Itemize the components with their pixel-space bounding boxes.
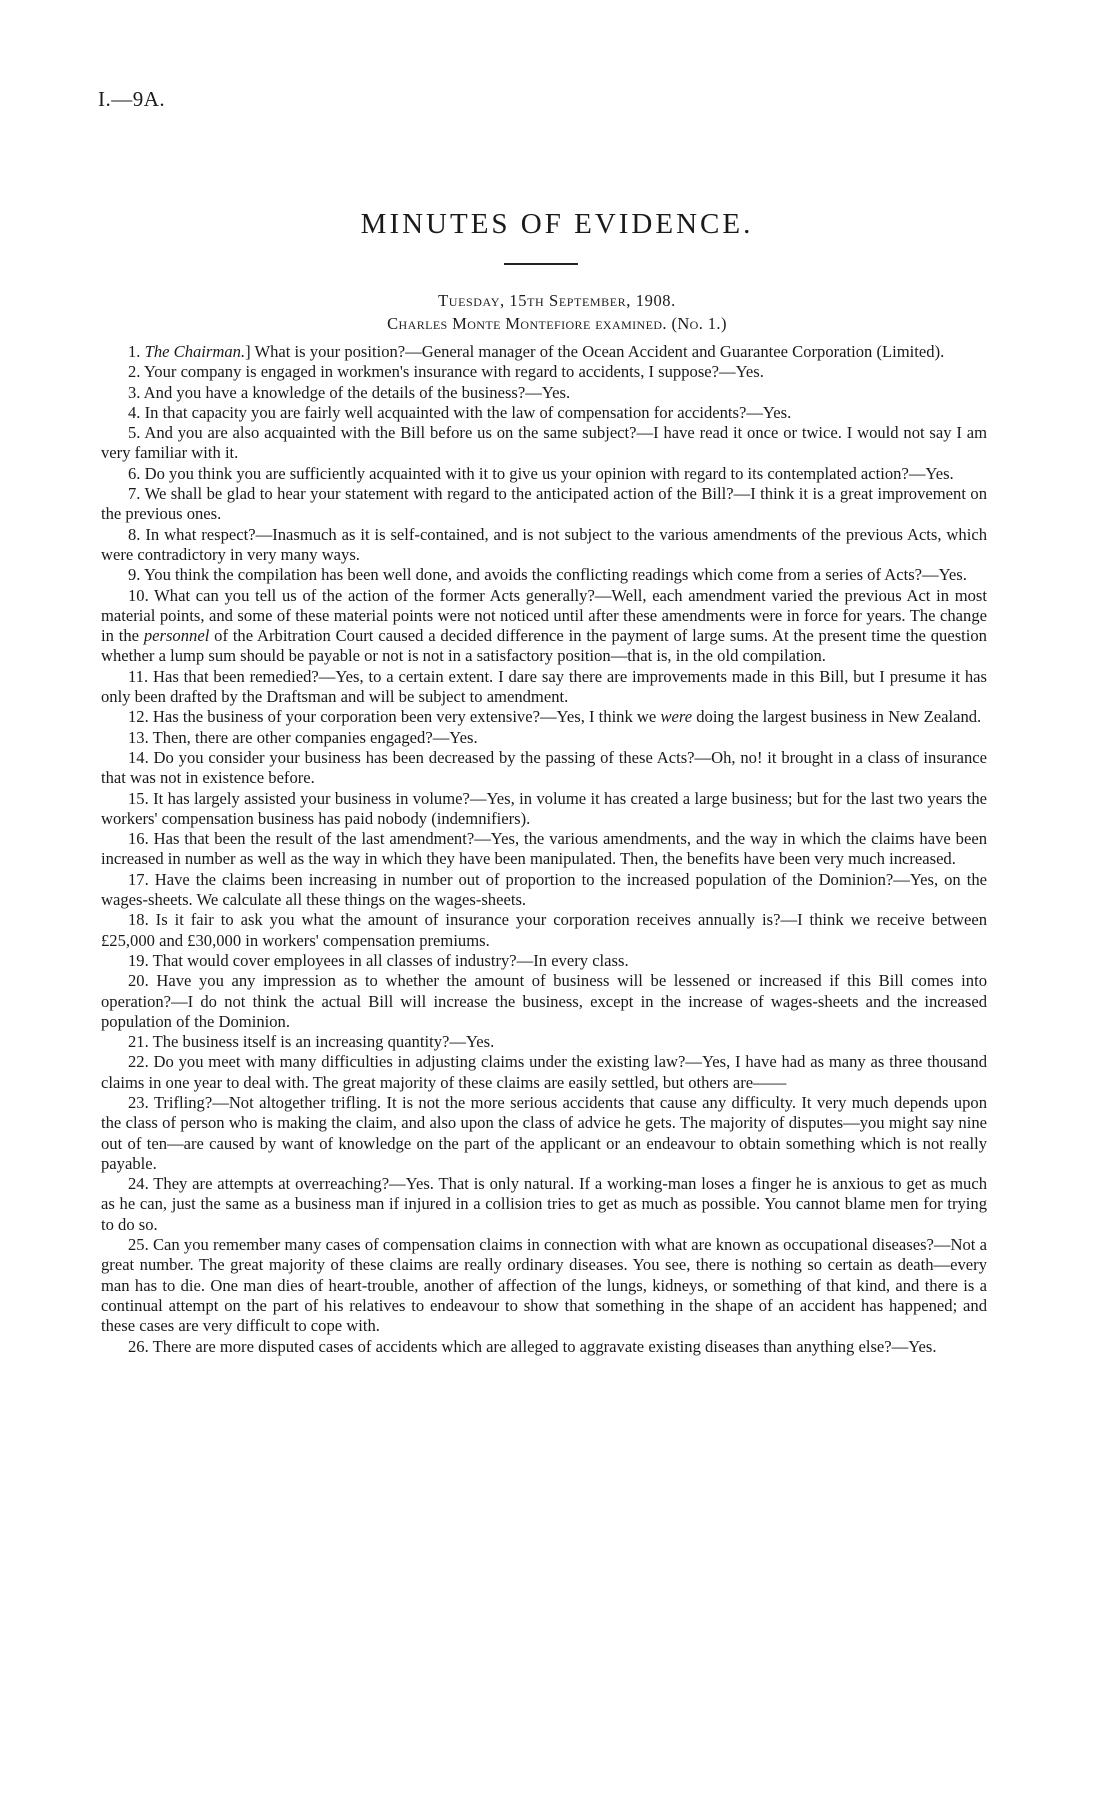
witness-line: Charles Monte Montefiore examined. (No. 1.) <box>387 314 727 333</box>
evidence-paragraph <box>101 1032 987 1052</box>
evidence-paragraph <box>101 667 987 708</box>
evidence-paragraph <box>101 383 987 403</box>
page-title: MINUTES OF EVIDENCE. <box>360 208 754 240</box>
paragraph-text: 20. Have you any impression as to whether the amount of business will be lessened or increased if this Bill comes into operation?—I do not think the actual Bill will increase the business, except in the increase of wages-sheets and the increased population of the Dominion. <box>101 971 987 1031</box>
paragraph-text: 4. In that capacity you are fairly well acquainted with the law of compensation for accidents?—Yes. <box>128 402 792 422</box>
evidence-paragraph <box>101 829 987 870</box>
paragraph-text: 25. Can you remember many cases of compensation claims in connection with what are known as occupational diseases?—Not a great number. The great majority of these claims are really ordinary diseases. You see, there is nothing so certain as death—every man has to die. One man dies of heart-trouble, another of affection of the lungs, kidneys, or something of that kind, and there is a continual attempt on the part of his relatives to endeavour to show that something in the shape of an accident has happened; and these cases are very difficult to cope with. <box>101 1235 987 1336</box>
paragraph-text: 19. That would cover employees in all classes of industry?—In every class. <box>128 950 629 970</box>
paragraph-text: 3. And you have a knowledge of the details of the business?—Yes. <box>128 382 571 402</box>
evidence-paragraph <box>101 342 987 362</box>
paragraph-text: 10. What can you tell us of the action of the former Acts generally?—Well, each amendment varied the previous Act in most material points, and some of these material points were not noticed until after these amendments were in force for years. The change in the <box>101 585 987 646</box>
evidence-body <box>101 342 987 1357</box>
evidence-paragraph <box>101 910 987 951</box>
paragraph-text: of the Arbitration Court caused a decided difference in the payment of large sums. At the present time the question whether a lump sum should be payable or not is not in a satisfactory position—that is, in the old compilation. <box>101 626 987 666</box>
paragraph-text: 22. Do you meet with many difficulties in adjusting claims under the existing law?—Yes, I have had as many as three thousand claims in one year to deal with. The great majority of these claims are easily settled, but others are—— <box>101 1052 987 1092</box>
paragraph-text: 24. They are attempts at overreaching?—Yes. That is only natural. If a working-man loses a finger he is anxious to get as much as he can, just the same as a business man if injured in a collision tries to get as much as possible. You cannot blame men for trying to do so. <box>101 1174 987 1234</box>
evidence-paragraph <box>101 971 987 1032</box>
italic-text: The Chairman. <box>144 342 246 361</box>
paragraph-text: 26. There are more disputed cases of accidents which are alleged to aggravate existing diseases than anything else?—Yes. <box>128 1336 937 1356</box>
paragraph-text: 21. The business itself is an increasing quantity?—Yes. <box>128 1032 495 1052</box>
evidence-paragraph <box>101 565 987 585</box>
paragraph-text: 13. Then, there are other companies engaged?—Yes. <box>128 727 478 747</box>
evidence-paragraph <box>101 525 987 566</box>
evidence-paragraph <box>101 484 987 525</box>
paragraph-text: ] What is your position?—General manager of the Ocean Accident and Guarantee Corporation (Limited). <box>245 342 945 361</box>
paragraph-text: 23. Trifling?—Not altogether trifling. It is not the more serious accidents that cause any difficulty. It very much depends upon the class of person who is making the claim, and also upon the class of advice he gets. The majority of disputes—you might say nine out of ten—are caused by want of knowledge on the part of the applicant or an endeavour to obtain something which is not really payable. <box>101 1092 987 1173</box>
page-reference: I.—9A. <box>98 87 166 111</box>
evidence-paragraph <box>101 870 987 911</box>
paragraph-text: 17. Have the claims been increasing in number out of proportion to the increased population of the Dominion?—Yes, on the wages-sheets. We calculate all these things on the wages-sheets. <box>101 869 987 910</box>
paragraph-text: 1. <box>128 342 145 361</box>
evidence-paragraph <box>101 423 987 464</box>
evidence-paragraph <box>101 707 987 727</box>
evidence-paragraph <box>101 586 987 667</box>
paragraph-text: 8. In what respect?—Inasmuch as it is self-contained, and is not subject to the various amendments of the previous Acts, which were contradictory in very many ways. <box>101 524 987 564</box>
evidence-paragraph <box>101 362 987 382</box>
evidence-paragraph <box>101 403 987 423</box>
paragraph-text: 11. Has that been remedied?—Yes, to a certain extent. I dare say there are improvements made in this Bill, but I presume it has only been drafted by the Draftsman and will be subject to amendment. <box>101 666 987 707</box>
italic-text: personnel <box>143 626 210 646</box>
paragraph-text: 12. Has the business of your corporation been very extensive?—Yes, I think we <box>128 707 661 727</box>
italic-text: were <box>660 707 693 727</box>
evidence-paragraph <box>101 1052 987 1093</box>
evidence-paragraph <box>101 748 987 789</box>
paragraph-text: 7. We shall be glad to hear your statement with regard to the anticipated action of the Bill?—I think it is a great improvement on the previous ones. <box>101 484 987 524</box>
evidence-paragraph <box>101 951 987 971</box>
paragraph-text: 16. Has that been the result of the last amendment?—Yes, the various amendments, and the way in which the claims have been increased in number as well as the way in which they have been manipulated. Then, the benefits have been very much increased. <box>101 829 987 869</box>
evidence-paragraph <box>101 728 987 748</box>
paragraph-text: 6. Do you think you are sufficiently acquainted with it to give us your opinion with regard to its contemplated action?—Yes. <box>128 463 954 483</box>
paragraph-text: 15. It has largely assisted your business in volume?—Yes, in volume it has created a large business; but for the last two years the workers' compensation business has paid nobody (indemnifiers). <box>101 788 987 828</box>
date-line: Tuesday, 15th September, 1908. <box>438 291 676 310</box>
paragraph-text: doing the largest business in New Zealand. <box>692 707 982 727</box>
evidence-paragraph <box>101 789 987 830</box>
paragraph-text: 14. Do you consider your business has been decreased by the passing of these Acts?—Oh, no! it brought in a class of insurance that was not in existence before. <box>101 747 987 788</box>
evidence-paragraph <box>101 1093 987 1174</box>
paragraph-text: 18. Is it fair to ask you what the amount of insurance your corporation receives annually is?—I think we receive between £25,000 and £30,000 in workers' compensation premiums. <box>101 910 987 950</box>
paragraph-text: 5. And you are also acquainted with the Bill before us on the same subject?—I have read it once or twice. I would not say I am very familiar with it. <box>101 423 987 463</box>
evidence-paragraph <box>101 1235 987 1336</box>
evidence-paragraph <box>101 1337 987 1357</box>
title-divider <box>504 263 578 265</box>
paragraph-text: 2. Your company is engaged in workmen's insurance with regard to accidents, I suppose?—Yes. <box>128 362 764 382</box>
paragraph-text: 9. You think the compilation has been well done, and avoids the conflicting readings which come from a series of Acts?—Yes. <box>128 565 967 585</box>
evidence-paragraph <box>101 464 987 484</box>
evidence-paragraph <box>101 1174 987 1235</box>
